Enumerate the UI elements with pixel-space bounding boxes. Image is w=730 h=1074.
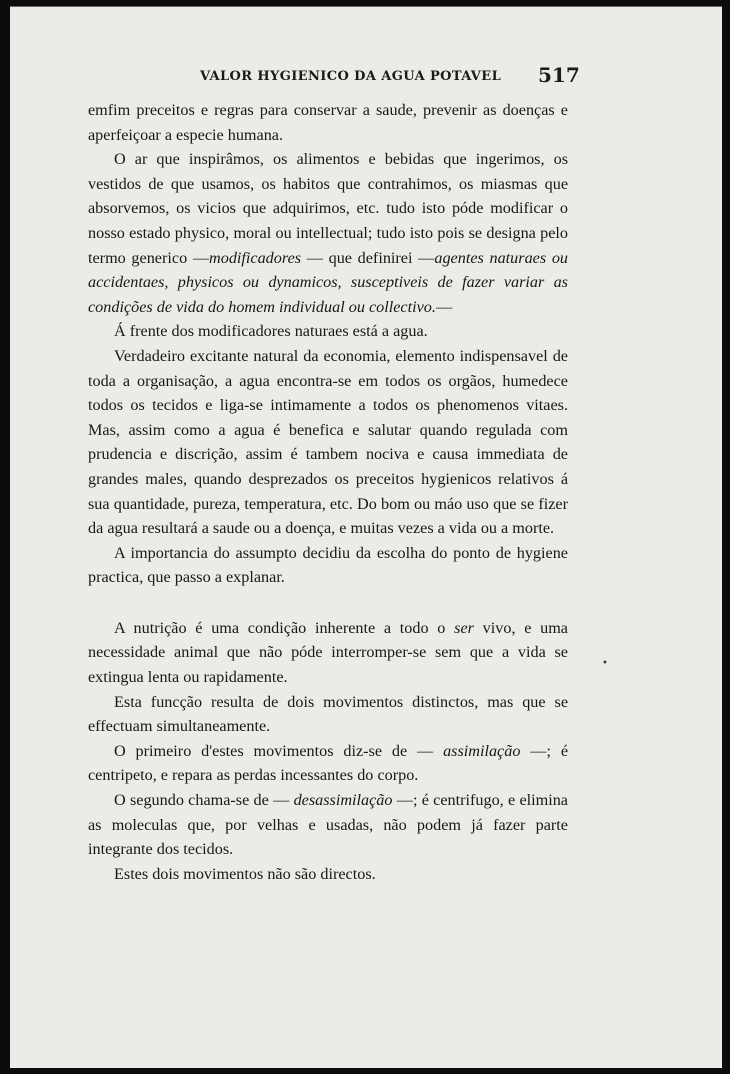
paragraph-p1 (88, 98, 568, 147)
text-run: Esta funcção resulta de dois movimentos distinctos, mas que se effectuam simultaneamente. (88, 692, 568, 736)
page-edge-top (10, 6, 722, 7)
text-run: O ar que inspirâmos, os alimentos e bebidas que ingerimos, os vestidos de que usamos, os habitos que contrahimos, os miasmas que absorvemos, os vicios que adquirimos, etc. tudo isto póde modificar o nosso estado physico, moral ou intellectual; tudo isto pois se designa pelo termo generico — (88, 150, 568, 267)
text-run: O segundo chama-se de — (114, 791, 294, 810)
text-run: Estes dois movimentos não são directos. (114, 864, 376, 883)
text-run: emfim preceitos e regras para conservar a saude, prevenir as doenças e aperfeiçoar a especie humana. (88, 101, 568, 144)
text-run: Á frente dos modificadores naturaes está a agua. (114, 322, 428, 341)
text-run: vivo, e uma necessidade animal que não póde interromper-se sem que a vida se extingua lenta ou rapidamente. (88, 618, 568, 687)
running-title: VALOR HYGIENICO DA AGUA POTAVEL (200, 69, 502, 84)
paragraph-p7 (88, 690, 568, 739)
italic-term: desassimilação (293, 791, 393, 810)
paragraph-p2 (88, 147, 568, 319)
page-header (10, 61, 722, 87)
italic-term: modificadores (209, 248, 302, 267)
page-number: 517 (538, 63, 580, 87)
italic-term: assimilação (443, 741, 521, 760)
paragraph-p4 (88, 344, 568, 541)
paragraph-p6 (88, 616, 568, 690)
text-run: Verdadeiro excitante natural da economia, elemento indispensavel de toda a organisação, a agua encontra-se em todos os orgãos, humedece todos os tecidos e liga-se intimamente a todos os phenomenos vitaes. Mas, assim como a agua é benefica e salutar quando regulada com prudencia e discrição, assim é tambem nociva e causa immediata de grandes males, quando desprezados os preceitos hygienicos relativos á sua quantidade, pureza, temperatura, etc. Do bom ou máo uso que se fizer da agua resultará a saude ou a doença, e muitas vezes a vida ou a morte. (88, 346, 568, 538)
text-run: A importancia do assumpto decidiu da escolha do ponto de hygiene practica, que passo a explanar. (88, 543, 568, 587)
text-run: — (435, 297, 453, 316)
section-gap (88, 590, 568, 616)
text-run: O primeiro d'estes movimentos diz-se de — (114, 741, 444, 760)
paragraph-p3 (88, 319, 568, 344)
body-text (88, 98, 568, 886)
paragraph-p8 (88, 739, 568, 788)
italic-term: ser (454, 618, 474, 637)
paragraph-p10 (88, 862, 568, 887)
book-page (10, 6, 722, 1068)
italic-term: agentes naturaes ou accidentaes, physicos ou dynamicos, susceptiveis de fazer variar as condições de vida do homem individual ou collectivo. (88, 248, 569, 316)
text-run: —; é centripeto, e repara as perdas incessantes do corpo. (88, 741, 569, 785)
text-run: —; é centrifugo, e elimina as moleculas que, por velhas e usadas, não podem já fazer parte integrante dos tecidos. (88, 791, 568, 859)
paragraph-p9 (88, 788, 568, 862)
paragraph-p5 (88, 541, 568, 590)
text-run: A nutrição é uma condição inherente a todo o (114, 618, 455, 637)
ink-speck: • (602, 658, 608, 669)
text-run: — que definirei — (301, 248, 435, 267)
